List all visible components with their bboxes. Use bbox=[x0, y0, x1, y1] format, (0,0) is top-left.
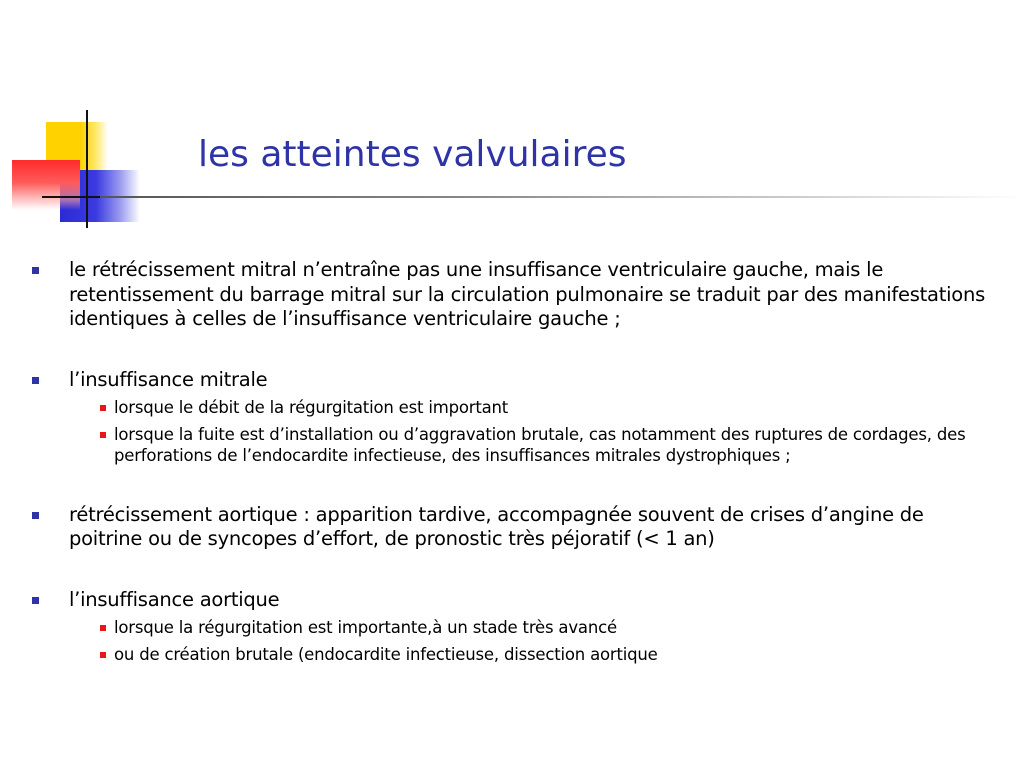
sub-bullet-item bbox=[69, 617, 1000, 639]
sub-bullet-item bbox=[69, 397, 1000, 419]
small-square-bullet-icon bbox=[100, 625, 106, 631]
sub-bullet-item bbox=[69, 424, 1000, 467]
small-square-bullet-icon bbox=[100, 405, 106, 411]
bullet-item bbox=[30, 588, 1000, 666]
sub-bullet-text: lorsque la fuite est d’installation ou d’aggravation brutale, cas notamment des ruptures de cordages, des perforations de l’endocardite infectieuse, des insuffisances mitrales dystrophiques ; bbox=[114, 424, 966, 465]
square-bullet-icon bbox=[32, 597, 39, 604]
sub-bullet-list bbox=[69, 397, 1000, 467]
square-bullet-icon bbox=[32, 377, 39, 384]
sub-bullet-text: ou de création brutale (endocardite infectieuse, dissection aortique bbox=[114, 644, 658, 664]
sub-bullet-item bbox=[69, 644, 1000, 666]
bullet-item bbox=[30, 368, 1000, 467]
bullet-list bbox=[30, 258, 1000, 665]
square-bullet-icon bbox=[32, 267, 39, 274]
small-square-bullet-icon bbox=[100, 652, 106, 658]
sub-bullet-text: lorsque le débit de la régurgitation est important bbox=[114, 398, 509, 417]
vertical-line bbox=[86, 110, 88, 228]
slide-title: les atteintes valvulaires bbox=[198, 134, 627, 175]
small-square-bullet-icon bbox=[100, 432, 106, 438]
decorative-squares-logo bbox=[0, 0, 200, 240]
bullet-item bbox=[30, 503, 1000, 552]
red-square bbox=[12, 160, 80, 210]
title-underline bbox=[100, 196, 1024, 198]
bullet-text: le rétrécissement mitral n’entraîne pas une insuffisance ventriculaire gauche, mais le retentissement du barrage mitral sur la circulation pulmonaire se traduit par des manifestations identiques à celles de l’insuffisance ventriculaire gauche ; bbox=[69, 258, 985, 330]
bullet-text: l’insuffisance aortique bbox=[69, 587, 280, 611]
bullet-text: rétrécissement aortique : apparition tardive, accompagnée souvent de crises d’angine de poitrine ou de syncopes d’effort, de pronostic très péjoratif (< 1 an) bbox=[69, 502, 924, 550]
bullet-item bbox=[30, 258, 1000, 332]
sub-bullet-text: lorsque la régurgitation est importante,à un stade très avancé bbox=[114, 618, 617, 637]
square-bullet-icon bbox=[32, 512, 39, 519]
sub-bullet-list bbox=[69, 617, 1000, 665]
bullet-text: l’insuffisance mitrale bbox=[69, 367, 268, 391]
